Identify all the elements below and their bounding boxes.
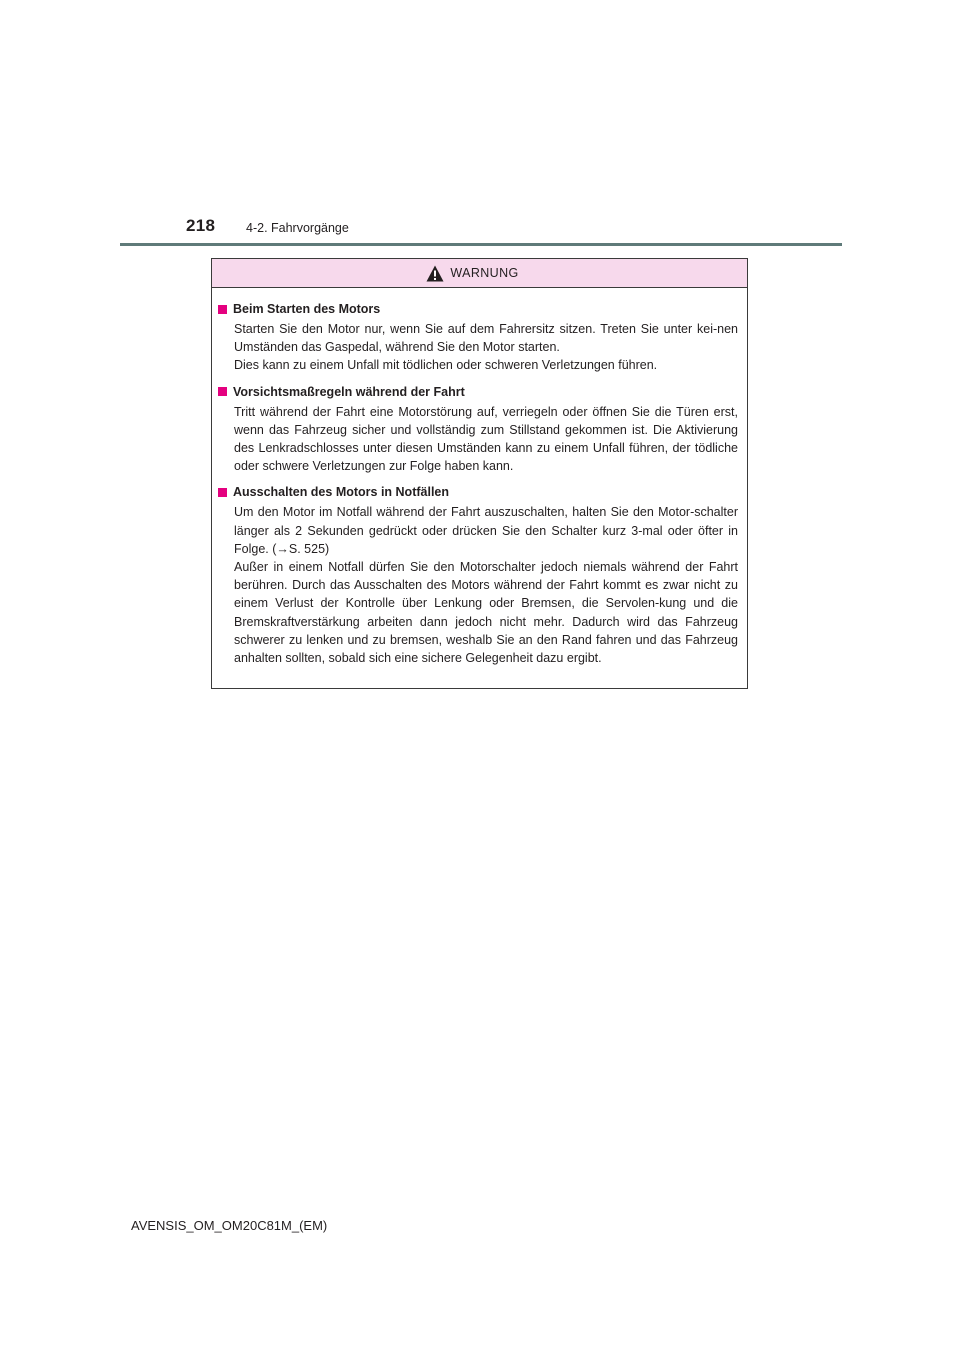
header-rule — [120, 243, 842, 246]
warning-item — [218, 483, 738, 667]
warning-paragraph: Dies kann zu einem Unfall mit tödlichen oder schweren Verletzungen führen. — [234, 358, 658, 373]
warning-paragraph: Tritt während der Fahrt eine Motorstörung auf, verriegeln oder öffnen Sie die Türen erst, wenn das Fahrzeug sicher und vollständig zum Stillstand gekommen ist. Die Aktivierung des Lenkradschlosses unter diesen Umständen kann zu einem Unfall führen, der tödliche oder schwere Verletzungen zur Folge haben kann. — [234, 404, 738, 474]
warning-triangle-icon — [426, 265, 444, 282]
bullet-square-icon — [218, 305, 227, 314]
bullet-square-icon — [218, 488, 227, 497]
warning-box — [211, 258, 748, 689]
warning-title: WARNUNG — [450, 266, 519, 280]
warning-item-heading — [218, 383, 738, 401]
warning-item-heading — [218, 300, 738, 318]
document-code: AVENSIS_OM_OM20C81M_(EM) — [131, 1218, 328, 1233]
warning-item-heading-text: Ausschalten des Motors in Notfällen — [233, 485, 450, 500]
warning-item-heading-text: Beim Starten des Motors — [233, 302, 381, 316]
warning-item-heading — [218, 483, 738, 501]
warning-paragraph: Starten Sie den Motor nur, wenn Sie auf dem Fahrersitz sitzen. Treten Sie unter kei-nen Umständen das Gaspedal, während Sie den Motor starten. — [234, 322, 738, 355]
warning-item — [218, 383, 738, 476]
page-number: 218 — [186, 216, 216, 235]
warning-header — [212, 259, 747, 288]
section-title: 4-2. Fahrvorgänge — [246, 221, 349, 235]
warning-item-heading-text: Vorsichtsmaßregeln während der Fahrt — [233, 384, 465, 399]
warning-paragraph: Um den Motor im Notfall während der Fahrt auszuschalten, halten Sie den Motor-schalter länger als 2 Sekunden gedrückt oder drücken Sie den Schalter kurz 3-mal oder öfter in Folge. (→S. 525) — [234, 505, 738, 556]
warning-paragraph: Außer in einem Notfall dürfen Sie den Motorschalter jedoch niemals während der Fahrt berühren. Durch das Ausschalten des Motors während der Fahrt kommt es zwar nicht zu einem Verlust der Kontrolle über Lenkung oder Bremsen, die Servolen-kung und die Bremskraftverstärkung arbeiten dann jedoch nicht mehr. Dadurch wird das Fahrzeug schwerer zu lenken und zu bremsen, weshalb Sie an den Rand fahren und das Fahrzeug anhalten sollten, sobald sich eine sichere Gelegenheit dazu ergibt. — [234, 560, 738, 666]
warning-item — [218, 300, 738, 375]
bullet-square-icon — [218, 387, 227, 396]
warning-body — [212, 288, 747, 667]
